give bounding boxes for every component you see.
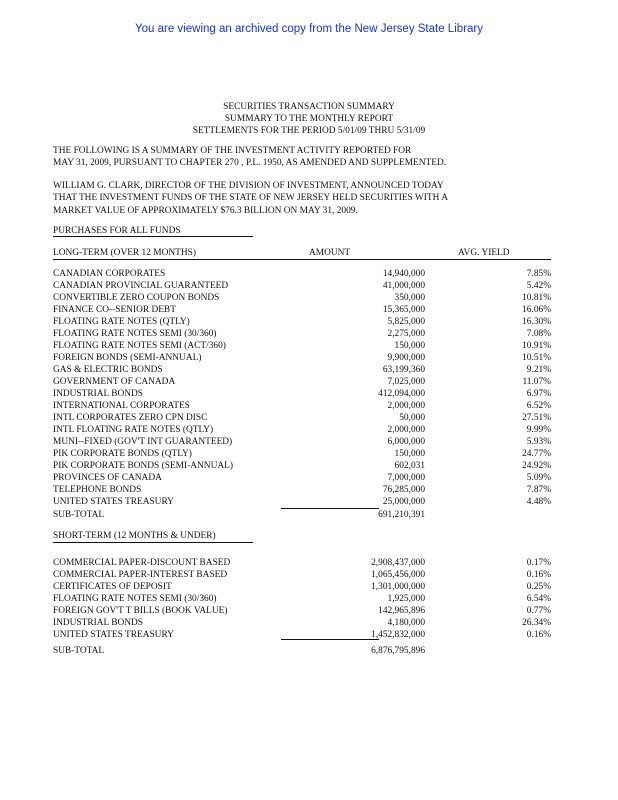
long-term-subtotal-row [53, 510, 573, 522]
amount-value: 4,180,000 [387, 618, 425, 628]
long-term-header-underline [53, 259, 551, 260]
yield-value: 0.77% [526, 606, 551, 616]
amount-value: 2,000,000 [387, 401, 425, 411]
intro-line-2: MAY 31, 2009, PURSUANT TO CHAPTER 270 , P.L. 1950, AS AMENDED AND SUPPLEMENTED. [53, 158, 447, 169]
security-name: CANADIAN PROVINCIAL GUARANTEED [53, 281, 229, 291]
short-term-subtotal-rule [281, 639, 379, 640]
security-name: TELEPHONE BONDS [53, 485, 142, 495]
table-row [53, 413, 573, 425]
yield-value: 10.91% [522, 341, 551, 351]
security-name: FLOATING RATE NOTES SEMI (30/360) [53, 329, 217, 339]
amount-value: 412,094,000 [378, 389, 425, 399]
amount-value: 350,000 [394, 293, 425, 303]
security-name: UNITED STATES TREASURY [53, 497, 174, 507]
yield-value: 7.85% [526, 269, 551, 279]
yield-value: 10.81% [522, 293, 551, 303]
table-row [53, 606, 573, 618]
security-name: FLOATING RATE NOTES SEMI (ACT/360) [53, 341, 226, 351]
yield-value: 16.30% [522, 317, 551, 327]
table-row [53, 630, 573, 642]
security-name: FLOATING RATE NOTES SEMI (30/360) [53, 594, 217, 604]
table-row [53, 570, 573, 582]
security-name: PROVINCES OF CANADA [53, 473, 162, 483]
table-row [53, 425, 573, 437]
amount-value: 1,065,456,000 [371, 570, 425, 580]
amount-value: 76,285,000 [382, 485, 425, 495]
yield-value: 5.93% [526, 437, 551, 447]
table-row [53, 449, 573, 461]
purchases-underline [53, 236, 253, 237]
table-row [53, 485, 573, 497]
yield-value: 6.52% [526, 401, 551, 411]
table-row [53, 618, 573, 630]
amount-value: 41,000,000 [382, 281, 425, 291]
amount-value: 6,000,000 [387, 437, 425, 447]
table-row [53, 377, 573, 389]
table-row [53, 317, 573, 329]
security-name: FOREIGN GOV'T T BILLS (BOOK VALUE) [53, 606, 228, 616]
yield-value: 0.16% [526, 570, 551, 580]
security-name: UNITED STATES TREASURY [53, 630, 174, 640]
yield-value: 6.54% [526, 594, 551, 604]
amount-value: 150,000 [394, 341, 425, 351]
yield-value: 16.06% [522, 305, 551, 315]
table-row [53, 353, 573, 365]
amount-value: 602,031 [394, 461, 425, 471]
amount-value: 1,452,832,000 [371, 630, 425, 640]
title-line-1: SECURITIES TRANSACTION SUMMARY [223, 102, 395, 112]
table-row [53, 461, 573, 473]
table-row [53, 329, 573, 341]
yield-value: 24.77% [522, 449, 551, 459]
announcement-line-2: THAT THE INVESTMENT FUNDS OF THE STATE OF NEW JERSEY HELD SECURITIES WITH A [53, 193, 448, 204]
intro-paragraph [53, 145, 573, 170]
amount-value: 2,000,000 [387, 425, 425, 435]
subtotal-amount: 691,210,391 [378, 510, 425, 520]
intro-line-1: THE FOLLOWING IS A SUMMARY OF THE INVESTMENT ACTIVITY REPORTED FOR [53, 146, 412, 156]
amount-value: 63,199,360 [382, 365, 425, 375]
yield-value: 24.92% [522, 461, 551, 471]
amount-value: 14,940,000 [382, 269, 425, 279]
yield-value: 6.97% [526, 389, 551, 399]
security-name: FINANCE CO--SENIOR DEBT [53, 305, 176, 315]
security-name: CERTIFICATES OF DEPOSIT [53, 582, 172, 592]
amount-value: 15,365,000 [382, 305, 425, 315]
amount-value: 2,908,437,000 [371, 558, 425, 568]
yield-value: 5.42% [526, 281, 551, 291]
subtotal-label: SUB-TOTAL [53, 646, 105, 656]
amount-value: 7,025,000 [387, 377, 425, 387]
yield-value: 10.51% [522, 353, 551, 363]
table-row [53, 293, 573, 305]
amount-value: 50,000 [399, 413, 425, 423]
table-row [53, 341, 573, 353]
announcement-line-1: WILLIAM G. CLARK, DIRECTOR OF THE DIVISION OF INVESTMENT, ANNOUNCED TODAY [53, 181, 444, 191]
long-term-subtotal-rule [281, 508, 379, 509]
yield-value: 4.48% [526, 497, 551, 507]
yield-value: 0.25% [526, 582, 551, 592]
announcement-paragraph [53, 180, 573, 217]
security-name: CONVERTIBLE ZERO COUPON BONDS [53, 293, 220, 303]
table-row [53, 473, 573, 485]
yield-value: 9.99% [526, 425, 551, 435]
amount-header: AMOUNT [309, 248, 351, 258]
security-name: INTL CORPORATES ZERO CPN DISC [53, 413, 208, 423]
security-name: GAS & ELECTRIC BONDS [53, 365, 163, 375]
amount-value: 1,301,000,000 [371, 582, 425, 592]
purchases-heading: PURCHASES FOR ALL FUNDS [53, 226, 181, 236]
yield-value: 26.34% [522, 618, 551, 628]
short-term-header-underline [53, 542, 253, 543]
table-row [53, 594, 573, 606]
security-name: INDUSTRIAL BONDS [53, 618, 144, 628]
security-name: COMMERCIAL PAPER-INTEREST BASED [53, 570, 228, 580]
yield-value: 5.09% [526, 473, 551, 483]
security-name: INTERNATIONAL CORPORATES [53, 401, 190, 411]
title-line-2: SUMMARY TO THE MONTHLY REPORT [224, 114, 394, 124]
yield-value: 0.17% [526, 558, 551, 568]
security-name: PIK CORPORATE BONDS (SEMI-ANNUAL) [53, 461, 233, 471]
short-term-header: SHORT-TERM (12 MONTHS & UNDER) [53, 531, 216, 541]
security-name: INDUSTRIAL BONDS [53, 389, 144, 399]
amount-value: 2,275,000 [387, 329, 425, 339]
archive-banner: You are viewing an archived copy from the New Jersey State Library [135, 23, 483, 35]
security-name: CANADIAN CORPORATES [53, 269, 166, 279]
short-term-subtotal-row [53, 646, 573, 658]
title-line-3: SETTLEMENTS FOR THE PERIOD 5/01/09 THRU 5/31/09 [192, 126, 426, 136]
yield-value: 9.21% [526, 365, 551, 375]
announcement-line-3: MARKET VALUE OF APPROXIMATELY $76.3 BILLION ON MAY 31, 2009. [53, 205, 358, 216]
long-term-header: LONG-TERM (OVER 12 MONTHS) [53, 248, 196, 258]
table-row [53, 582, 573, 594]
table-row [53, 401, 573, 413]
amount-value: 5,825,000 [387, 317, 425, 327]
yield-value: 0.16% [526, 630, 551, 640]
table-row [53, 305, 573, 317]
table-row [53, 269, 573, 281]
table-row [53, 281, 573, 293]
security-name: GOVERNMENT OF CANADA [53, 377, 176, 387]
table-row [53, 437, 573, 449]
security-name: FOREIGN BONDS (SEMI-ANNUAL) [53, 353, 202, 363]
amount-value: 25,000,000 [382, 497, 425, 507]
amount-value: 142,965,896 [378, 606, 425, 616]
amount-value: 150,000 [394, 449, 425, 459]
security-name: PIK CORPORATE BONDS (QTLY) [53, 449, 192, 459]
yield-value: 27.51% [522, 413, 551, 423]
yield-value: 11.07% [522, 377, 551, 387]
security-name: MUNI--FIXED (GOV'T INT GUARANTEED) [53, 437, 233, 447]
yield-value: 7.87% [526, 485, 551, 495]
security-name: FLOATING RATE NOTES (QTLY) [53, 317, 190, 327]
table-row [53, 389, 573, 401]
amount-value: 7,000,000 [387, 473, 425, 483]
security-name: INTL FLOATING RATE NOTES (QTLY) [53, 425, 214, 435]
table-row [53, 365, 573, 377]
subtotal-label: SUB-TOTAL [53, 510, 105, 520]
amount-value: 1,925,000 [387, 594, 425, 604]
table-row [53, 558, 573, 570]
security-name: COMMERCIAL PAPER-DISCOUNT BASED [53, 558, 231, 568]
amount-value: 9,900,000 [387, 353, 425, 363]
yield-header: AVG. YIELD [458, 248, 510, 258]
subtotal-amount: 6,876,795,896 [371, 646, 425, 656]
report-title [0, 101, 618, 137]
yield-value: 7.08% [526, 329, 551, 339]
